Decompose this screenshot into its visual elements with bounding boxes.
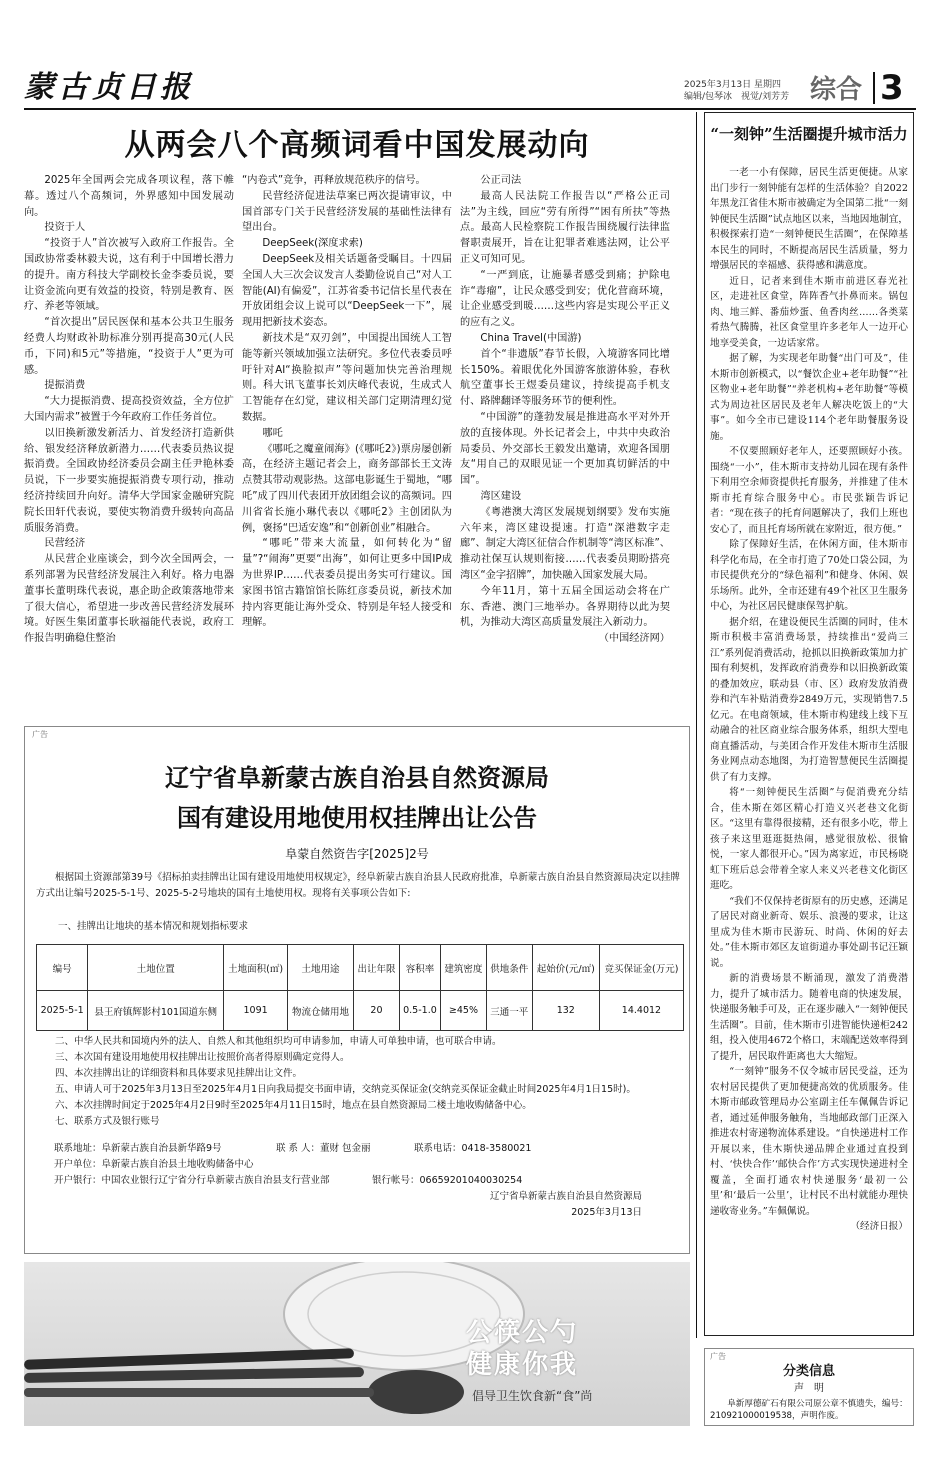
masthead-rule	[24, 108, 916, 110]
article-column-3	[460, 173, 670, 647]
table-header-cell: 供地条件	[486, 945, 532, 991]
table-cell: 0.5-1.0	[399, 991, 440, 1031]
subheading: 湾区建设	[480, 490, 522, 502]
ad-tag: 广告	[32, 730, 48, 739]
table-cell: 三通一平	[486, 991, 532, 1031]
paragraph: 今年11月，第十五届全国运动会将在广东、香港、澳门三地举办。各界期待以此为契机，为推动大湾区高质量发展注入新动力。	[460, 585, 670, 629]
account-bank: 开户银行：中国农业银行辽宁省分行阜新蒙古族自治县支行营业部	[54, 1175, 330, 1186]
masthead-divider	[873, 72, 875, 104]
paragraph: “投资于人”首次被写入政府工作报告。全国政协常委林毅夫说，这有利于中国增长潜力的提升。南方科技大学副校长金李委员说，要让资金流向更有效益的投资，特别是教育、医疗、养老等领域。	[24, 238, 234, 313]
psa-line-1: 公筷公勺	[466, 1318, 579, 1348]
notice-section-1: 一、挂牌出让地块的基本情况和规划指标要求	[58, 921, 249, 932]
table-cell: 2025-5-1	[37, 991, 88, 1031]
table-cell: 14.4012	[599, 991, 683, 1031]
table-header-cell: 竞买保证金(万元)	[599, 945, 683, 991]
table-header-cell: 土地用途	[288, 945, 354, 991]
notice-item: 四、本次挂牌出让的详细资料和具体要求见挂牌出让文件。	[55, 1068, 303, 1079]
paragraph: “中国游”的蓬勃发展是推进高水平对外开放的直接体现。外长记者会上，中共中央政治局委员、外交部长王毅发出邀请，欢迎各国朋友“用自己的双眼见证一个更加真切鲜活的中国”。	[460, 411, 670, 487]
paragraph: “我们不仅保持老街原有的历史感，还满足了居民对商业新奇、娱乐、浪漫的要求，让这里成为佳木斯市民游玩、时尚、休闲的好去处。”佳木斯市郊区友谊街道办事处副书记汪颖说。	[710, 895, 908, 969]
table-row	[37, 991, 684, 1031]
subheading: 公正司法	[480, 175, 522, 186]
paper-name: 蒙古贞日报	[24, 70, 194, 105]
subheading: 民营经济	[44, 538, 86, 550]
subheading: 提振消费	[44, 380, 86, 392]
paragraph: 不仅要照顾好老年人，还要照顾好小孩。围绕“一小”，佳木斯市支持幼儿园在现有条件下利用空余师资提供托育服务，并推建了佳木斯市托育综合服务中心。市民张颖告诉记者：“现在孩子的托育问题解决了，我们上班也安心了，而且托育场所就在家附近，很方便。”	[710, 446, 908, 535]
paragraph: 以旧换新激发新活力、首发经济打造新供给、银发经济释放新潜力……代表委员热议提振消费。全国政协经济委员会副主任尹艳林委员说，下一步要实施提振消费专项行动，推动经济持续回升向好。清华大学国家金融研究院院长田轩代表说，要使实物消费升级转向高品质服务消费。	[24, 427, 234, 534]
table-header-cell: 编号	[37, 945, 88, 991]
article-source: （中国经济网）	[598, 633, 670, 645]
psa-banner	[24, 1262, 690, 1426]
article-column-1	[24, 173, 234, 647]
paragraph: “大力提振消费、提高投资效益，全方位扩大国内需求”被置于今年政府工作任务首位。	[24, 396, 234, 423]
classified-subtitle: 声 明	[794, 1383, 824, 1394]
right-headline: “一刻钟”生活圈提升城市活力	[710, 125, 908, 143]
subheading: DeepSeek(深度求索)	[262, 238, 363, 250]
article-source: （经济日报）	[850, 1221, 908, 1232]
table-header-cell: 出让年限	[354, 945, 400, 991]
table-header-cell: 土地位置	[88, 945, 224, 991]
notice-signature: 辽宁省阜新蒙古族自治县自然资源局	[489, 1191, 642, 1202]
notice-date: 2025年3月13日	[571, 1207, 642, 1218]
contact-person: 联 系 人：董财 包金丽	[276, 1143, 371, 1154]
notice-intro: 根据国土资源部第39号《招标拍卖挂牌出让国有建设用地使用权规定》，经阜新蒙古族自治县人民政府批准，阜新蒙古族自治县自然资源局决定以挂牌方式出让编号2025-5-1号、2025-5-2号地块的国有土地使用权。现将有关事项公告如下:	[36, 872, 680, 899]
paragraph: 2025年全国两会完成各项议程，落下帷幕。透过八个高频词，外界感知中国发展动向。	[24, 175, 234, 218]
paragraph: 将“一刻钟便民生活圈”与促消费充分结合，佳木斯在郊区精心打造义兴老巷文化街区。“这里有靠得很接精，还有很多小吃，带上孩子来这里逛逛挺热闹，感觉很放松、很愉悦，一家人都很开心。”因为离家近，市民杨晓虹下班后总会带着全家人来义兴老巷文化街区逛吃。	[710, 787, 908, 891]
land-table	[36, 944, 684, 1031]
table-cell: ≥45%	[441, 991, 487, 1031]
paragraph: “哪吒”带来大流量，如何转化为“留量”?“闹海”更要“出海”，如何让更多中国IP成为世界IP……代表委员提出务实可行建议。国家图书馆古籍馆馆长陈红彦委员说，新技术加持内容更能让海外受众、特别是年轻人接受和理解。	[242, 538, 452, 629]
table-cell: 1091	[224, 991, 288, 1031]
psa-line-3: 倡导卫生饮食新“食”尚	[472, 1389, 593, 1403]
notice-title-line-1: 辽宁省阜新蒙古族自治县自然资源局	[165, 763, 549, 792]
notice-item: 二、中华人民共和国境内外的法人、自然人和其他组织均可申请参加，申请人可单独申请，也可联合申请。	[55, 1036, 502, 1047]
table-cell: 20	[354, 991, 400, 1031]
subheading: 哪吒	[262, 427, 283, 439]
notice-items	[36, 1034, 680, 1130]
paragraph: 首个“非遗版”春节长假，入境游客同比增长150%。着眼优化外国游客旅游体验，春秋航空董事长王煜委员建议，持续提高手机支付、路牌翻译等服务环节的便利性。	[460, 348, 670, 408]
paragraph: 一老一小有保障，居民生活更便捷。从家出门步行一刻钟能有怎样的生活体验？自2022年黑龙江省佳木斯市被确定为全国第二批“一刻钟便民生活圈”试点地区以来，当地因地制宜，积极探索打造“一刻钟便民生活圈”，在保障基本民生的同时，不断提高居民生活质量，努力增强居民的幸福感、获得感和满意度。	[710, 167, 908, 271]
table-header-cell: 起始价(元/㎡)	[532, 945, 599, 991]
right-article-body	[710, 165, 908, 1235]
paragraph: “首次提出”居民医保和基本公共卫生服务经费人均财政补助标准分别再提高30元(人民币，下同)和5元”等措施，“投资于人”更为可感。	[24, 317, 234, 376]
subheading: 投资于人	[44, 222, 86, 234]
table-cell: 132	[532, 991, 599, 1031]
contact-address: 联系地址：阜新蒙古族自治县新华路9号	[54, 1143, 222, 1154]
paragraph: “内卷式”竞争，再释放规范秩序的信号。	[242, 175, 426, 186]
paragraph: 最高人民法院工作报告以“严格公正司法”为主线，回应“劳有所得”“困有所扶”等热点。最高人民检察院工作报告围绕履行法律监督职责展开，旨在让犯罪者难逃法网，让公平正义可知可见。	[460, 190, 670, 265]
psa-line-2: 健康你我	[466, 1350, 579, 1380]
notice-doc-number: 阜蒙自然资告字[2025]2号	[285, 847, 429, 861]
editor-line: 编辑/包琴冰 视觉/刘芳芳	[684, 92, 790, 102]
notice-item: 五、申请人可于2025年3月13日至2025年4月1日向我局提交书面申请，交纳竞买保证金(交纳竞买保证金截止时间2025年4月1日15时)。	[55, 1084, 636, 1095]
table-header-cell: 建筑密度	[441, 945, 487, 991]
paragraph: “一严到底，让施暴者感受到痛；护除电诈“毒瘤”，让民众感受到安；优化营商环境，让企业感受到暖……这些内容是实现公平正义的应有之义。	[460, 269, 670, 329]
paragraph: 据了解，为实现老年助餐“出门可及”，佳木斯市创新模式，以“餐饮企业+老年助餐”“社区物业+老年助餐”“养老机构+老年助餐”等模式为周边社区居民及老年人解决吃饭上的“大事”。如今全市已建设114个老年助餐服务设施。	[710, 353, 908, 442]
table-header-cell: 土地面积(㎡)	[224, 945, 288, 991]
date-line: 2025年3月13日 星期四	[684, 80, 781, 90]
contact-phone: 联系电话：0418-3580021	[414, 1143, 532, 1154]
page-number: 3	[880, 68, 904, 108]
paragraph: 《哪吒之魔童闹海》(《哪吒2》)票房屡创新高，在经济主题记者会上，商务部部长王文涛点赞其带动观影热。这部电影诞生于蜀地，“哪吒”成了四川代表团开放团组会议的高频词。四川省省长施小琳代表以《哪吒2》主创团队为例，褒扬“巴适安逸”和“创新创业”相融合。	[242, 443, 452, 534]
table-body	[37, 991, 684, 1031]
paragraph: DeepSeek及相关话题备受瞩目。十四届全国人大三次会议发言人娄勤俭说自己“对人工智能(AI)有偏爱”，江苏省委书记信长星代表在开放团组会议上说可以“DeepSeek一下”，展现用把新技术姿态。	[242, 253, 452, 329]
notice-item: 三、本次国有建设用地使用权挂牌出让按照价高者得原则确定竞得人。	[55, 1052, 350, 1063]
account-number: 银行帐号：06659201040030254	[372, 1175, 523, 1186]
paragraph: 《粤港澳大湾区发展规划纲要》发布实施六年来，湾区建设提速。打造“深港数字走廊”、制定大湾区征信合作机制等“湾区标准”、推动社保互认规则衔接……代表委员期盼搭亮湾区“金字招牌”，加快融入国家发展大局。	[460, 506, 670, 581]
classified-title: 分类信息	[782, 1364, 835, 1379]
paragraph: 除了保障好生活，在休闲方面，佳木斯市科学化布局，在全市打造了70处口袋公园，为市民提供充分的“绿色福利”和健身、休闲、娱乐场所。此外，全市还建有49个社区卫生服务中心，为社区居民健康保驾护航。	[710, 539, 908, 612]
paragraph: 新的消费场景不断涌现，激发了消费潜力，提升了城市活力。随着电商的快速发展，快递服务触手可及，正在逐步融入“一刻钟便民生活圈”。目前，佳木斯市引进智能快递柜242组，投入使用4672个格口，末端配送效率得到了提升，居民取件距离也大大缩短。	[710, 973, 908, 1062]
table-header-cell: 容积率	[399, 945, 440, 991]
main-headline: 从两会八个高频词看中国发展动向	[124, 128, 590, 163]
classified-text: 阜新厚德矿石有限公司原公章不慎遗失，编号：210921000019538，声明作废。	[710, 1399, 908, 1421]
table-cell: 县王府镇辉影村101国道东侧	[88, 991, 224, 1031]
section-name: 综合	[810, 75, 863, 105]
subheading: China Travel(中国游)	[480, 332, 582, 344]
account-unit: 开户单位：阜新蒙古族自治县土地收购储备中心	[54, 1159, 254, 1170]
table-cell: 物流仓储用地	[288, 991, 354, 1031]
table-header-row	[37, 945, 684, 991]
classified-ad-tag: 广告	[710, 1352, 726, 1361]
paragraph: “一刻钟”服务不仅令城市居民受益，还为农村居民提供了更加便捷高效的优质服务。佳木斯市邮政管理局办公室副主任车佩佩告诉记者，通过延伸服务触角，当地邮政部门正深入推进农村寄递物流体系建设。“自快递进村工作开展以来，佳木斯快递品牌企业通过直投到村、‘快快合作’‘邮快合作’方式实现快递进村全覆盖，全面打通农村快递服务‘最初一公里’和‘最后一公里’，让村民不出村就能办理快递收寄业务。”车佩佩说。	[710, 1066, 908, 1217]
notice-item: 六、本次挂牌时间定于2025年4月2日9时至2025年4月11日15时，地点在县自然资源局二楼土地收购储备中心。	[55, 1100, 532, 1111]
column-divider	[696, 112, 697, 1338]
paragraph: 从民营企业座谈会，到今次全国两会，一系列部署为民营经济发展注入利好。格力电器董事长董明珠代表说，惠企助企政策落地带来了很大信心，希望进一步改善民营经济发展环境。好医生集团董事长耿福能代表说，政府工作报告明确稳住整治	[24, 554, 234, 645]
paragraph: 民营经济促进法草案已两次提请审议，中国首部专门关于民营经济发展的基础性法律有望出台。	[242, 190, 452, 234]
paragraph: 近日，记者来到佳木斯市前进区春光社区，走进社区食堂，阵阵香气扑鼻而来。锅包肉、地三鲜、番茄炒蛋、鱼香肉丝……各类菜肴热气腾腾，社区食堂里许多老年人一边开心地享受美食，一边话家常。	[710, 275, 908, 349]
notice-title-line-2: 国有建设用地使用权挂牌出让公告	[177, 803, 537, 832]
article-column-2	[242, 173, 452, 631]
paragraph: 据介绍，在建设便民生活圈的同时，佳木斯市积极丰富消费场景，持续推出“爱尚三江”系列促消费活动，抢抓以旧换新政策加力扩围有利契机，发挥政府消费券和以旧换新政策的叠加效应，联动县（市、区）政府发放消费券和汽车补贴消费券2849万元，实现销售7.5亿元。在电商领域，佳木斯市构建线上线下互动融合的社区商业综合服务体系，组织大型电商直播活动，与美团合作开发佳木斯市生活服务业网点动态地图，为打造智慧便民生活圈提供了有力支撑。	[710, 616, 908, 783]
paragraph: 新技术是“双刃剑”，中国提出国统人工智能等新兴领域加强立法研究。多位代表委员呼吁针对AI“换脸拟声”等问题加快完善治理规则。科大讯飞董事长刘庆峰代表说，生成式人工智能存在幻觉，建议相关部门定期清理幻觉数据。	[242, 332, 452, 423]
notice-item: 七、联系方式及银行账号	[55, 1116, 160, 1127]
